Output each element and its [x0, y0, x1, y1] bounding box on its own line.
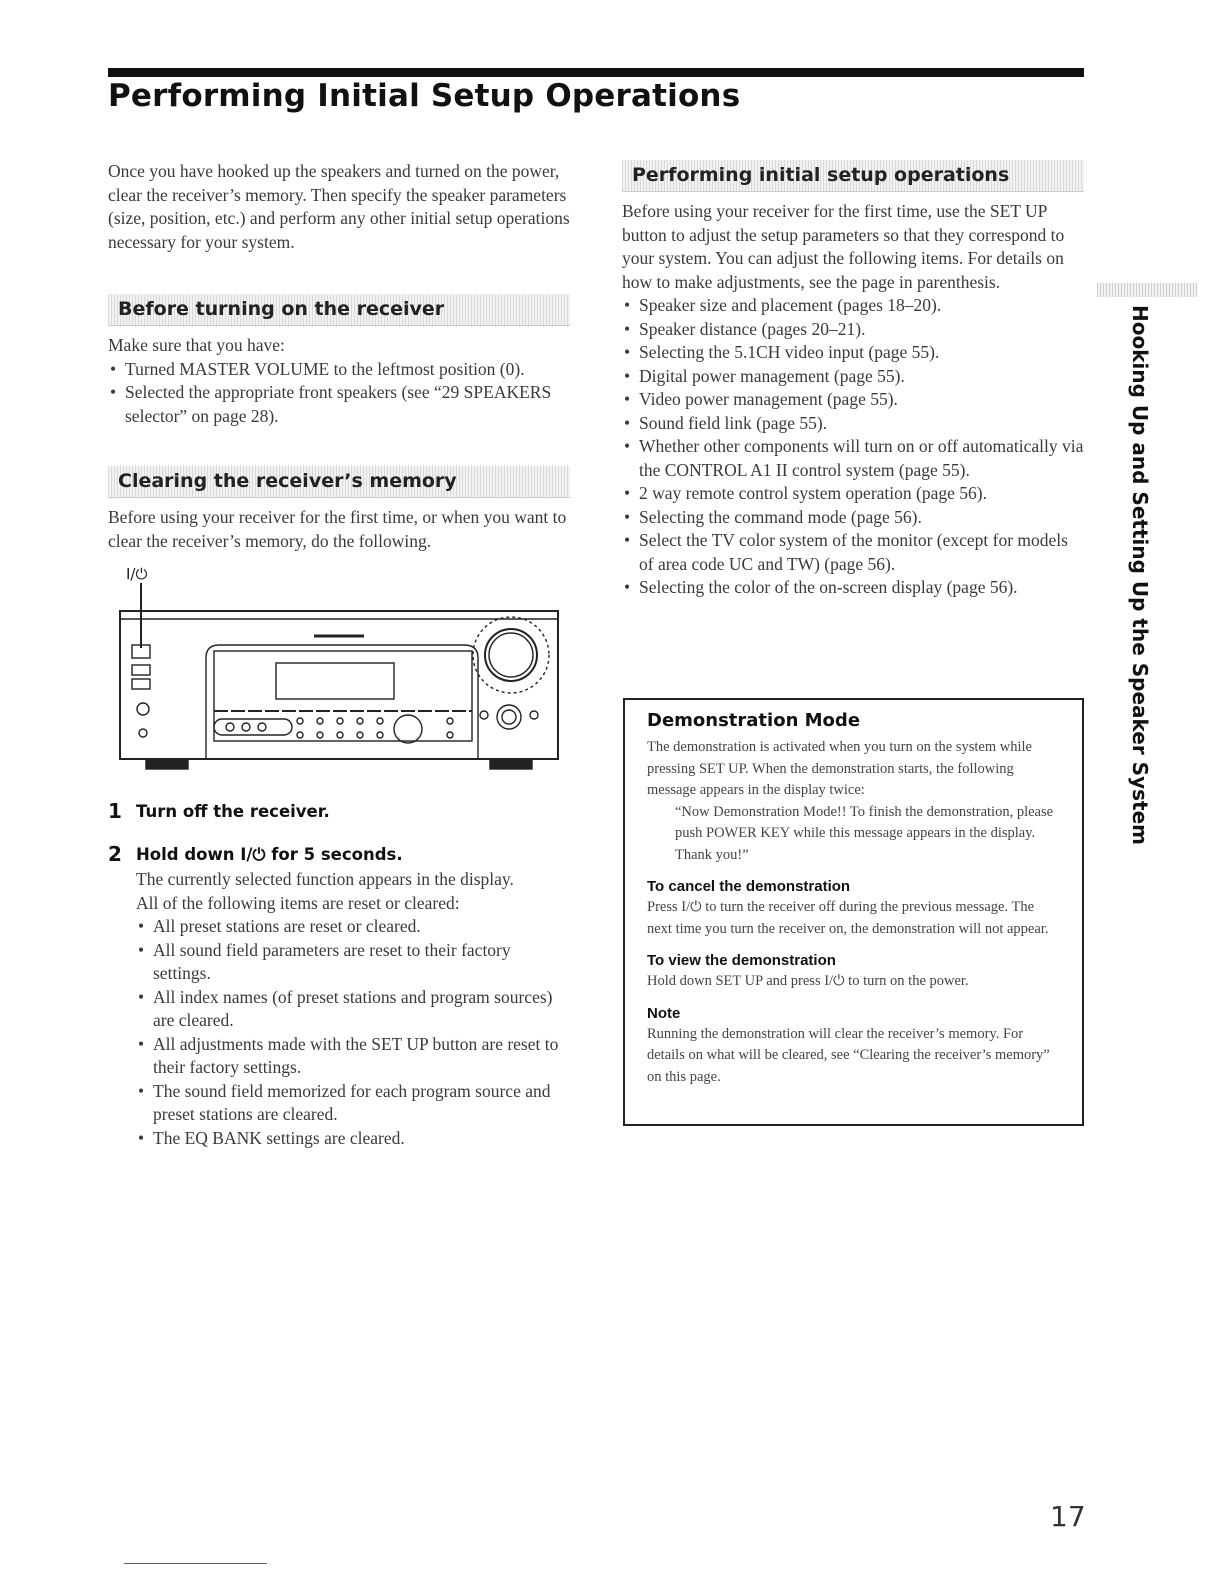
- title-rule: [108, 68, 1084, 77]
- note-body: Running the demonstration will clear the receiver’s memory. For details on what will be cleared, see “Clearing the receiver’s memory” on this page.: [647, 1025, 1050, 1085]
- performing-lead: Before using your receiver for the first time, use the SET UP button to adjust the setup parameters so that they correspond to your system. You can adjust the following items. For details on how to make adjustments, see the page in parenthesis.: [622, 201, 1065, 292]
- list-item: • Turned MASTER VOLUME to the leftmost position (0).: [108, 358, 570, 382]
- list-item: • Speaker size and placement (pages 18–20).: [622, 294, 1084, 318]
- list-item: • Whether other components will turn on or off automatically via the CONTROL A1 II control system (page 55).: [622, 435, 1084, 482]
- list-item: • Sound field link (page 55).: [622, 412, 1084, 436]
- power-label: I/⏻: [126, 565, 148, 583]
- step-text: Turn off the receiver.: [136, 802, 330, 821]
- list-item: • Speaker distance (pages 20–21).: [622, 318, 1084, 342]
- receiver-front-panel-drawing: [114, 583, 564, 788]
- step-text: Hold down I/⏻ for 5 seconds.: [136, 845, 403, 864]
- setup-items-list: [622, 294, 1084, 600]
- page-number: 17: [1050, 1500, 1086, 1533]
- clearing-heading: Clearing the receiver’s memory: [108, 466, 570, 498]
- list-item: • Digital power management (page 55).: [622, 365, 1084, 389]
- demo-heading: Demonstration Mode: [647, 710, 861, 731]
- before-lead: Make sure that you have:: [108, 335, 285, 355]
- intro-paragraph: Once you have hooked up the speakers and turned on the power, clear the receiver’s memory. Then specify the speaker parameters (size, position, etc.) and perform any other initial setup operations necessary for your system.: [108, 161, 570, 252]
- side-tab: [1128, 305, 1158, 845]
- view-heading: To view the demonstration: [647, 952, 836, 969]
- receiver-illustration: [114, 583, 564, 788]
- reset-list: [136, 915, 570, 1150]
- right-column: [622, 160, 1084, 600]
- step-1: [108, 799, 570, 823]
- demonstration-mode-box: [623, 698, 1084, 1126]
- performing-heading: Performing initial setup operations: [622, 160, 1084, 192]
- step-number: 2: [108, 842, 122, 866]
- list-item: • Selected the appropriate front speakers (see “29 SPEAKERS selector” on page 28).: [108, 381, 570, 428]
- page-title: Performing Initial Setup Operations: [108, 78, 741, 114]
- list-item: • Selecting the color of the on-screen display (page 56).: [622, 576, 1084, 600]
- list-item: • The EQ BANK settings are cleared.: [136, 1127, 570, 1151]
- clearing-lead: Before using your receiver for the first time, or when you want to clear the receiver’s memory, do the following.: [108, 507, 567, 551]
- step-2-body-2: All of the following items are reset or cleared:: [136, 892, 460, 913]
- list-item: • The sound field memorized for each program source and preset stations are cleared.: [136, 1080, 570, 1127]
- step-2: [108, 842, 570, 866]
- list-item: • All index names (of preset stations and program sources) are cleared.: [136, 986, 570, 1033]
- list-item: • Select the TV color system of the monitor (except for models of area code UC and TW) (page 56).: [622, 529, 1084, 576]
- list-item: • 2 way remote control system operation (page 56).: [622, 482, 1084, 506]
- before-heading: Before turning on the receiver: [108, 294, 570, 326]
- list-item: • All adjustments made with the SET UP button are reset to their factory settings.: [136, 1033, 570, 1080]
- list-item: • Selecting the 5.1CH video input (page 55).: [622, 341, 1084, 365]
- list-item: • All preset stations are reset or cleared.: [136, 915, 570, 939]
- list-item: • All sound field parameters are reset to their factory settings.: [136, 939, 570, 986]
- demo-quote: “Now Demonstration Mode!! To finish the demonstration, please push POWER KEY while this message appears in the display. Thank you!”: [675, 803, 1054, 863]
- side-tab-label: Hooking Up and Setting Up the Speaker System: [1128, 305, 1152, 845]
- side-tab-marker: [1097, 283, 1197, 297]
- demo-body: The demonstration is activated when you turn on the system while pressing SET UP. When the demonstration starts, the following message appears in the display twice:: [647, 739, 1032, 798]
- list-item: • Selecting the command mode (page 56).: [622, 506, 1084, 530]
- footer-link-line: [124, 1563, 267, 1564]
- cancel-heading: To cancel the demonstration: [647, 878, 851, 895]
- view-body: Hold down SET UP and press I/⏻ to turn on the power.: [647, 973, 969, 989]
- step-number: 1: [108, 799, 122, 823]
- step-2-body: [108, 868, 570, 1150]
- note-heading: Note: [647, 1004, 681, 1022]
- list-item: • Video power management (page 55).: [622, 388, 1084, 412]
- before-list: [108, 358, 570, 429]
- cancel-body: Press I/⏻ to turn the receiver off during the previous message. The next time you turn the receiver on, the demonstration will not appear.: [647, 899, 1049, 937]
- step-2-body-1: The currently selected function appears in the display.: [136, 869, 514, 889]
- left-column: [108, 160, 570, 1150]
